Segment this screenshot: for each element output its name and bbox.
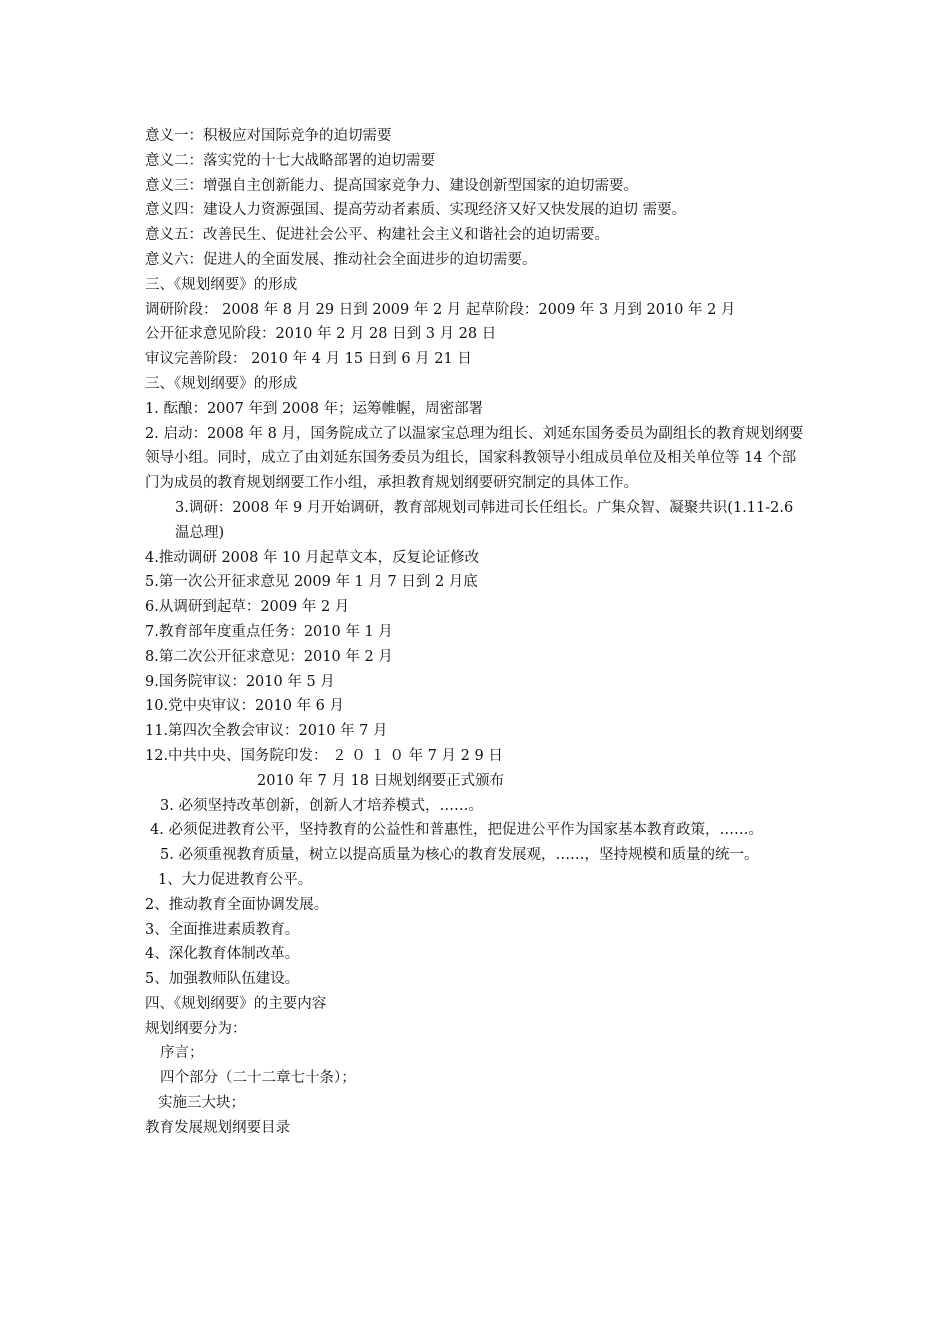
section-heading-main-content: 四、《规划纲要》的主要内容: [145, 995, 327, 1012]
outline-four-parts: 四个部分（二十二章七十条）；: [160, 1070, 356, 1087]
outline-intro: 规划纲要分为：: [145, 1020, 247, 1037]
step-9: 9.国务院审议：2010 年 5 月: [145, 673, 335, 690]
principle-4: 4. 必须促进教育公平，坚持教育的公益性和普惠性，把促进公平作为国家基本教育政策，……。: [150, 822, 763, 839]
task-4: 4、深化教育体制改革。: [145, 946, 300, 963]
step-11: 11.第四次全教会审议：2010 年 7 月: [145, 723, 388, 740]
step-1: 1. 酝酿：2007 年到 2008 年；运筹帷幄，周密部署: [145, 400, 484, 417]
significance-5: 意义五：改善民生、促进社会公平、构建社会主义和谐社会的迫切需要。: [145, 227, 609, 244]
significance-3: 意义三：增强自主创新能力、提高国家竞争力、建设创新型国家的迫切需要。: [145, 177, 638, 194]
significance-4: 意义四：建设人力资源强国、提高劳动者素质、实现经济又好又快发展的迫切 需要。: [145, 202, 687, 219]
outline-implementation: 实施三大块；: [158, 1095, 245, 1112]
step-4: 4.推动调研 2008 年 10 月起草文本，反复论证修改: [145, 549, 480, 566]
step-8: 8.第二次公开征求意见：2010 年 2 月: [145, 648, 393, 665]
step-5: 5.第一次公开征求意见 2009 年 1 月 7 日到 2 月底: [145, 574, 478, 591]
document-body: [145, 124, 810, 1141]
outline-preface: 序言；: [160, 1045, 204, 1062]
significance-1: 意义一：积极应对国际竞争的迫切需要: [145, 128, 392, 144]
step-6: 6.从调研到起草：2009 年 2 月: [145, 599, 350, 616]
step-7: 7.教育部年度重点任务：2010 年 1 月: [145, 623, 393, 640]
promulgation-date: 2010 年 7 月 18 日规划纲要正式颁布: [257, 772, 505, 789]
outline-toc-title: 教育发展规划纲要目录: [145, 1119, 290, 1136]
significance-2: 意义二：落实党的十七大战略部署的迫切需要: [145, 152, 435, 169]
task-3: 3、全面推进素质教育。: [145, 921, 300, 938]
step-12: 12.中共中央、国务院印发： ２ ０ １ ０ 年 7 月 2 9 日: [145, 747, 503, 764]
significance-6: 意义六：促进人的全面发展、推动社会全面进步的迫切需要。: [145, 251, 537, 268]
stage-research-drafting: 调研阶段： 2008 年 8 月 29 日到 2009 年 2 月 起草阶段：2009 年 3 月到 2010 年 2 月: [145, 301, 736, 318]
section-heading-formation-repeat: 三、《规划纲要》的形成: [145, 375, 298, 392]
task-5: 5、加强教师队伍建设。: [145, 971, 300, 988]
step-10: 10.党中央审议：2010 年 6 月: [145, 698, 345, 715]
task-2: 2、推动教育全面协调发展。: [145, 896, 329, 913]
step-2-paragraph: 2. 启动：2008 年 8 月，国务院成立了以温家宝总理为组长、刘延东国务委员为副组长的教育规划纲要领导小组。同时，成立了由刘延东国务委员为组长，国家科教领导小组成员单位及相关单位等 14 个部门为成员的教育规划纲要工作小组，承担教育规划纲要研究制定的具体工作。: [145, 425, 804, 492]
task-1: 1、大力促进教育公平。: [158, 871, 313, 888]
principle-3: 3. 必须坚持改革创新，创新人才培养模式，……。: [160, 797, 483, 814]
principle-5: 5. 必须重视教育质量，树立以提高质量为核心的教育发展观，……，坚持规模和质量的统一。: [160, 847, 759, 864]
stage-review: 审议完善阶段： 2010 年 4 月 15 日到 6 月 21 日: [145, 351, 472, 368]
stage-public-consultation: 公开征求意见阶段：2010 年 2 月 28 日到 3 月 28 日: [145, 326, 497, 343]
section-heading-formation: 三、《规划纲要》的形成: [145, 276, 298, 293]
step-3-paragraph: 3.调研：2008 年 9 月开始调研，教育部规划司韩进司长任组长。广集众智、凝聚共识(1.11-2.6 温总理): [175, 499, 794, 541]
